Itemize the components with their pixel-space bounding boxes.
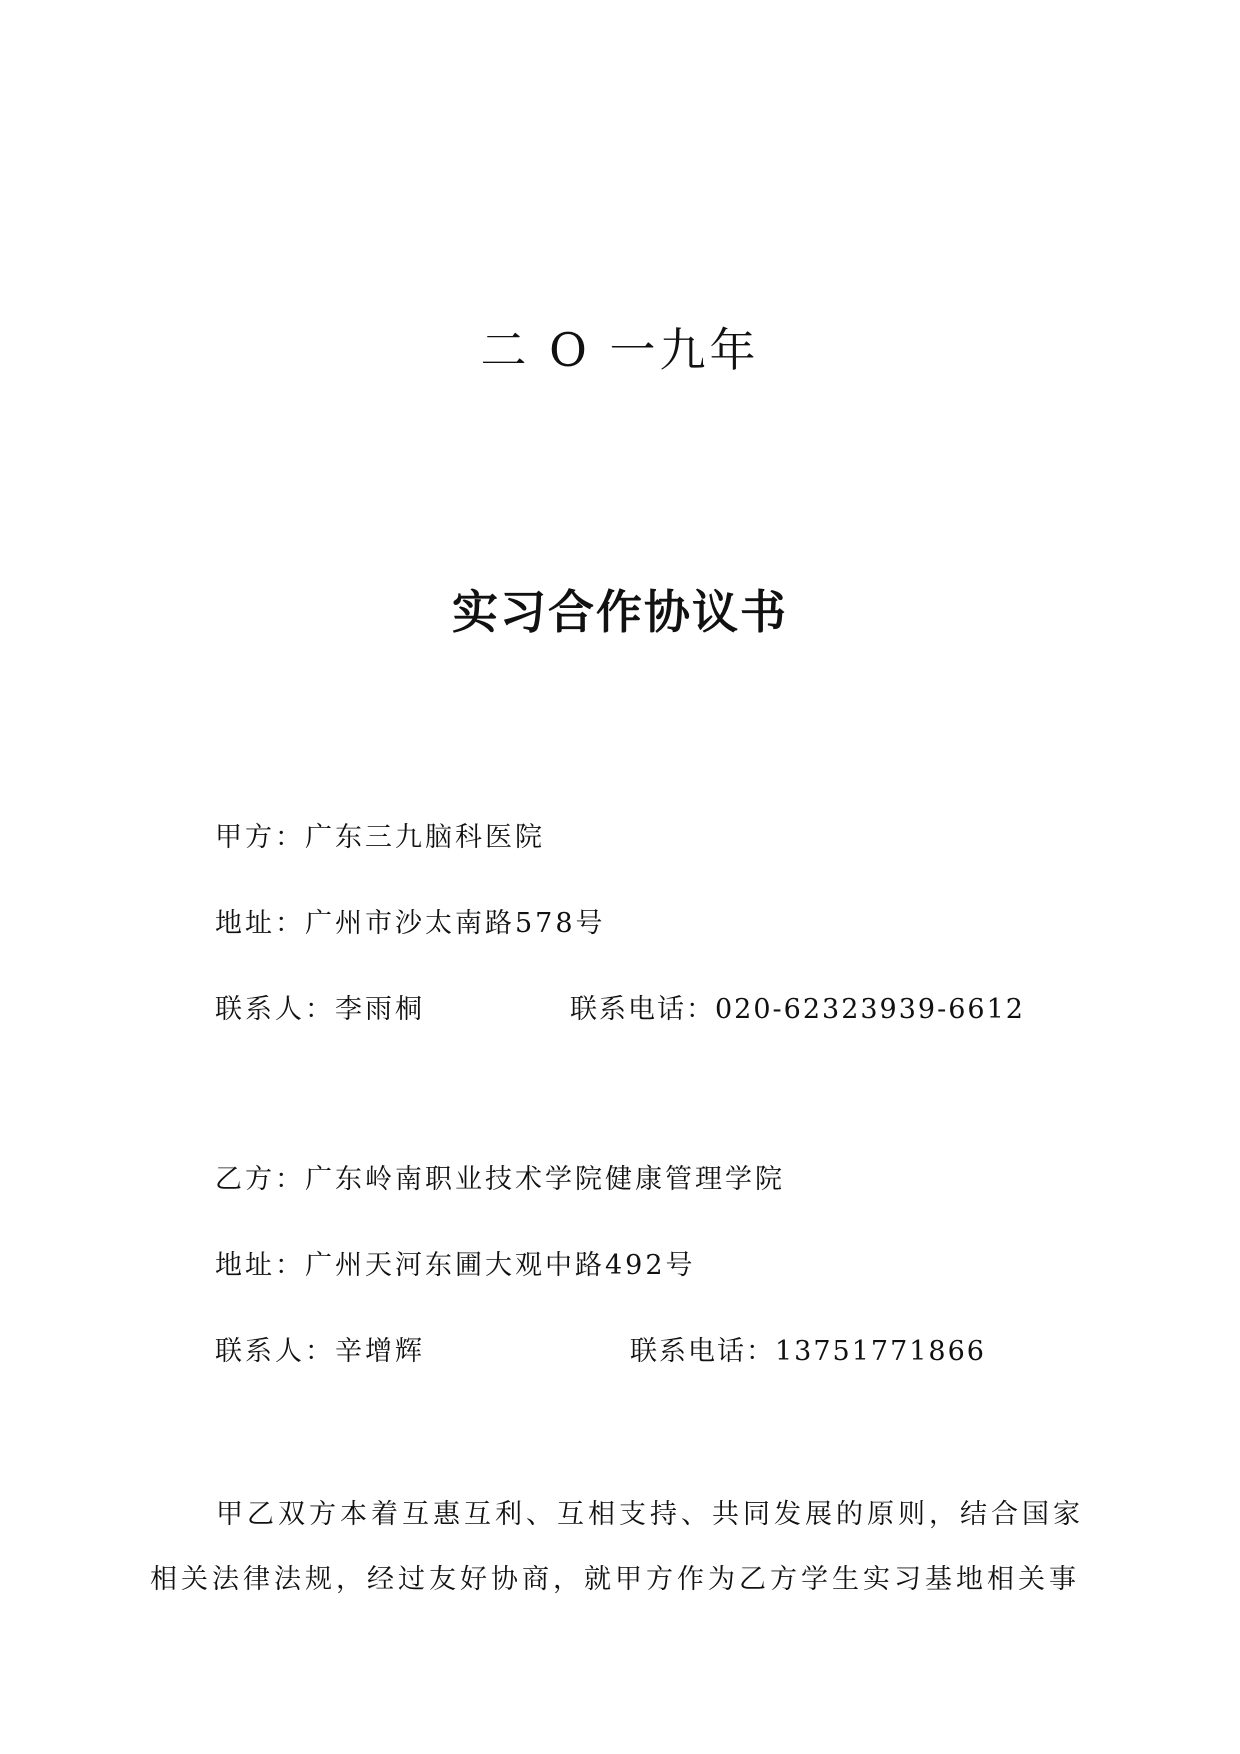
- party-a-phone: 联系电话：020-62323939-6612: [570, 994, 1025, 1025]
- party-a-contact: 联系人：李雨桐: [215, 994, 425, 1025]
- body-paragraph-line-2: 相关法律法规，经过友好协商，就甲方作为乙方学生实习基地相关事: [150, 1564, 1080, 1595]
- document-title: 实习合作协议书: [452, 585, 788, 639]
- party-a-address: 地址：广州市沙太南路578号: [215, 908, 606, 939]
- party-b-phone: 联系电话：13751771866: [630, 1336, 986, 1367]
- party-b-contact: 联系人：辛增辉: [215, 1336, 425, 1367]
- party-a-name: 甲方：广东三九脑科医院: [215, 822, 545, 853]
- body-paragraph-line-1: 甲乙双方本着互惠互利、互相支持、共同发展的原则，结合国家: [216, 1499, 1084, 1530]
- document-year: 二 O 一九年: [480, 323, 760, 377]
- party-b-address: 地址：广州天河东圃大观中路492号: [215, 1250, 696, 1281]
- party-b-name: 乙方：广东岭南职业技术学院健康管理学院: [215, 1164, 785, 1195]
